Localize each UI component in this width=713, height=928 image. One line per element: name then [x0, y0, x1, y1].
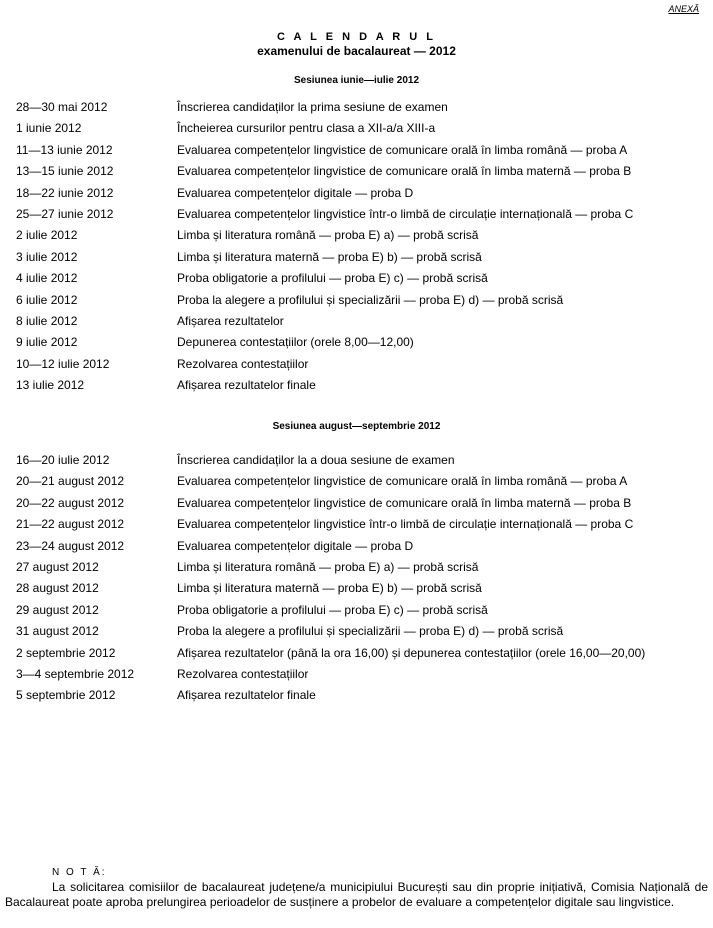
- schedule-event: Înscrierea candidaților la prima sesiune de examen: [177, 100, 448, 114]
- schedule-event: Proba la alegere a profilului și specializării — proba E) d) — probă scrisă: [177, 624, 564, 639]
- schedule-row: [16, 250, 706, 271]
- schedule-row: [16, 474, 706, 495]
- schedule-date: 16—20 iulie 2012: [16, 453, 110, 467]
- schedule-row: [16, 314, 706, 335]
- schedule-row: [16, 293, 706, 314]
- schedule-event: Depunerea contestațiilor (orele 8,00—12,00): [177, 335, 414, 350]
- schedule-event: Proba obligatorie a profilului — proba E) c) — probă scrisă: [177, 271, 488, 286]
- note-label: N O T Ă:: [52, 867, 107, 878]
- schedule-event: Limba și literatura maternă — proba E) b) — probă scrisă: [177, 249, 482, 264]
- schedule-date: 10—12 iulie 2012: [16, 356, 110, 371]
- schedule-row: [16, 624, 706, 645]
- schedule-event: Încheierea cursurilor pentru clasa a XII-a/a XIII-a: [177, 121, 436, 136]
- schedule-event: Evaluarea competențelor digitale — proba D: [177, 538, 414, 553]
- schedule-date: 28 august 2012: [16, 581, 99, 596]
- schedule-date: 9 iulie 2012: [16, 335, 78, 350]
- session-heading-1: Sesiunea iunie—iulie 2012: [293, 75, 420, 86]
- schedule-event: Limba și literatura română — proba E) a) — probă scrisă: [177, 228, 479, 243]
- schedule-event: Rezolvarea contestațiilor: [177, 356, 309, 371]
- schedule-date: 8 iulie 2012: [16, 313, 78, 328]
- schedule-date: 27 august 2012: [16, 559, 99, 574]
- schedule-row: [16, 517, 706, 538]
- schedule-date: 13 iulie 2012: [16, 378, 85, 393]
- schedule-event: Limba și literatura maternă — proba E) b) — probă scrisă: [177, 581, 482, 596]
- schedule-row: [16, 271, 706, 292]
- annex-label: ANEXĂ: [668, 4, 699, 14]
- document-title: C A L E N D A R U L: [276, 31, 437, 43]
- schedule-event: Proba la alegere a profilului și specializării — proba E) d) — probă scrisă: [177, 292, 564, 307]
- schedule-date: 2 septembrie 2012: [16, 645, 116, 660]
- schedule-date: 4 iulie 2012: [16, 271, 78, 286]
- schedule-event: Evaluarea competențelor lingvistice de comunicare orală în limba maternă — proba B: [177, 495, 632, 510]
- schedule-event: Evaluarea competențelor lingvistice într-o limbă de circulație internațională — proba C: [177, 206, 634, 221]
- schedule-date: 3—4 septembrie 2012: [16, 666, 135, 681]
- schedule-event: Afișarea rezultatelor: [177, 313, 284, 328]
- schedule-event: Evaluarea competențelor lingvistice într-o limbă de circulație internațională — proba C: [177, 517, 634, 532]
- schedule-row: [16, 100, 706, 121]
- schedule-event: Evaluarea competențelor digitale — proba D: [177, 185, 414, 200]
- document-subtitle: examenului de bacalaureat — 2012: [257, 44, 456, 58]
- schedule-row: [16, 560, 706, 581]
- schedule-row: [16, 646, 706, 667]
- schedule-date: 1 iunie 2012: [16, 121, 82, 136]
- schedule-date: 29 august 2012: [16, 602, 99, 617]
- schedule-row: [16, 164, 706, 185]
- schedule-date: 6 iulie 2012: [16, 292, 78, 307]
- schedule-date: 3 iulie 2012: [16, 249, 78, 264]
- schedule-event: Afișarea rezultatelor (până la ora 16,00) și depunerea contestațiilor (orele 16,00—20,00): [177, 645, 646, 660]
- note-text-line-2: Bacalaureat poate aproba prelungirea perioadelor de susținere a probelor de evaluare a competențelor digitale sau lingvistice.: [5, 895, 675, 909]
- schedule-row: [16, 667, 706, 688]
- schedule-event: Evaluarea competențelor lingvistice de comunicare orală în limba română — proba A: [177, 142, 628, 157]
- schedule-row: [16, 688, 706, 709]
- schedule-event: Evaluarea competențelor lingvistice de comunicare orală în limba română — proba A: [177, 474, 628, 489]
- schedule-row: [16, 186, 706, 207]
- schedule-session-1: [16, 100, 706, 399]
- schedule-date: 11—13 iunie 2012: [16, 142, 113, 157]
- schedule-event: Rezolvarea contestațiilor: [177, 666, 309, 681]
- schedule-event: Înscrierea candidaților la a doua sesiune de examen: [177, 453, 455, 467]
- schedule-row: [16, 335, 706, 356]
- schedule-event: Afișarea rezultatelor finale: [177, 688, 316, 703]
- schedule-date: 28—30 mai 2012: [16, 100, 108, 114]
- schedule-session-2: [16, 453, 706, 710]
- schedule-row: [16, 143, 706, 164]
- schedule-row: [16, 207, 706, 228]
- schedule-row: [16, 228, 706, 249]
- schedule-row: [16, 453, 706, 474]
- schedule-date: 13—15 iunie 2012: [16, 164, 114, 179]
- schedule-row: [16, 581, 706, 602]
- schedule-date: 21—22 august 2012: [16, 517, 125, 532]
- schedule-date: 5 septembrie 2012: [16, 688, 116, 703]
- schedule-event: Afișarea rezultatelor finale: [177, 378, 316, 393]
- schedule-row: [16, 121, 706, 142]
- schedule-row: [16, 378, 706, 399]
- schedule-date: 20—21 august 2012: [16, 474, 125, 489]
- schedule-date: 20—22 august 2012: [16, 495, 125, 510]
- schedule-row: [16, 357, 706, 378]
- schedule-date: 18—22 iunie 2012: [16, 185, 114, 200]
- schedule-event: Evaluarea competențelor lingvistice de comunicare orală în limba maternă — proba B: [177, 164, 632, 179]
- schedule-row: [16, 496, 706, 517]
- schedule-event: Proba obligatorie a profilului — proba E) c) — probă scrisă: [177, 602, 488, 617]
- schedule-date: 23—24 august 2012: [16, 538, 125, 553]
- schedule-date: 25—27 iunie 2012: [16, 206, 114, 221]
- note-text-line-1: La solicitarea comisiilor de bacalaureat județene/a municipiului București sau din proprie inițiativă, Comisia Națională de: [52, 880, 708, 894]
- session-heading-2: Sesiunea august—septembrie 2012: [272, 421, 441, 432]
- schedule-row: [16, 603, 706, 624]
- schedule-date: 31 august 2012: [16, 624, 99, 639]
- schedule-date: 2 iulie 2012: [16, 228, 78, 243]
- schedule-event: Limba și literatura română — proba E) a) — probă scrisă: [177, 559, 479, 574]
- schedule-row: [16, 539, 706, 560]
